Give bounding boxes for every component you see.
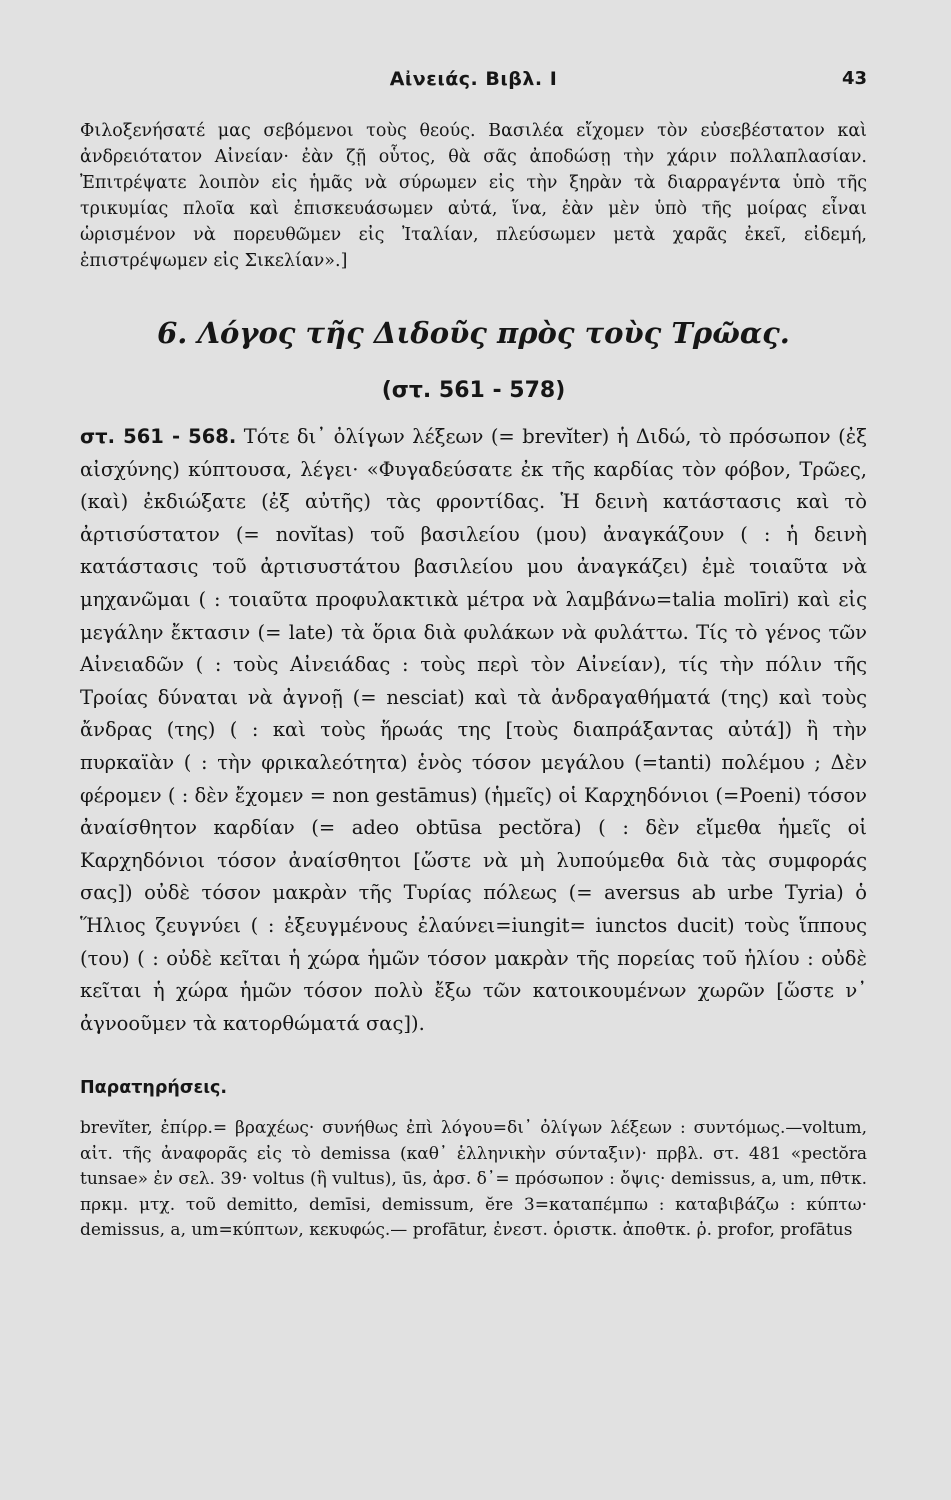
page-header xyxy=(80,64,867,108)
commentary-paragraph xyxy=(80,421,867,1040)
notes-paragraph: brevĭter, ἐπίρρ.= βραχέως· συνήθως ἐπὶ λόγου=δι᾽ ὀλίγων λέξεων : συντόμως.—voltum, αἰτ. τῆς ἀναφορᾶς εἰς τὸ demissa (καθ᾽ ἑλληνικὴν σύνταξιν)· πρβλ. στ. 481 «pectŏra tunsae» ἐν σελ. 39· voltus (ἢ vultus), ūs, ἀρσ. δ᾽= πρόσωπον : ὄψις· demissus, a, um, πθτκ. πρκμ. μτχ. τοῦ demitto, demīsi, demissum, ĕre 3=καταπέμπω : καταβιβάζω : κύπτω· demissus, a, um=κύπτων, κεκυφώς.— profātur, ἐνεστ. ὁριστκ. ἀποθτκ. ῥ. profor, profātus xyxy=(80,1118,867,1241)
running-title: Αἰνειάς. Βιβλ. I xyxy=(389,68,558,90)
section-title: 6. Λόγος τῆς Διδοῦς πρὸς τοὺς Τρῶας. xyxy=(157,316,790,350)
section-range: (στ. 561 - 578) xyxy=(381,378,566,403)
page-number: 43 xyxy=(841,68,867,89)
commentary-text: Τότε δι᾽ ὀλίγων λέξεων (= brevĭter) ἡ Διδώ, τὸ πρόσωπον (ἐξ αἰσχύνης) κύπτουσα, λέγει· «Φυγαδεύσατε ἐκ τῆς καρδίας τὸν φόβον, Τρῶες, (καὶ) ἐκδιώξατε (ἐξ αὐτῆς) τὰς φροντίδας. Ἡ δεινὴ κατάστασις καὶ τὸ ἀρτισύστατον (= novĭtas) τοῦ βασιλείου (μου) ἀναγκάζουν ( : ἡ δεινὴ κατάστασις τοῦ ἀρτισυστάτου βασιλείου μου ἀναγκάζει) ἐμὲ τοιαῦτα νὰ μηχανῶμαι ( : τοιαῦτα προφυλακτικὰ μέτρα νὰ λαμβάνω=talia molīri) καὶ εἰς μεγάλην ἔκτασιν (= late) τὰ ὅρια διὰ φυλάκων νὰ φυλάττω. Τίς τὸ γένος τῶν Αἰνειαδῶν ( : τοὺς Αἰνειάδας : τοὺς περὶ τὸν Αἰνείαν), τίς τὴν πόλιν τῆς Τροίας δύναται νὰ ἀγνοῇ (= nesciat) καὶ τὰ ἀνδραγαθήματά (της) καὶ τοὺς ἄνδρας (της) ( : καὶ τοὺς ἥρωάς της [τοὺς διαπράξαντας αὐτά]) ἢ τὴν πυρκαϊὰν ( : τὴν φρικαλεότητα) ἑνὸς τόσον μεγάλου (=tanti) πολέμου ; Δὲν φέρομεν ( : δὲν ἔχομεν = non gestāmus) (ἡμεῖς) οἱ Καρχηδόνιοι (=Poeni) τόσον ἀναίσθητον καρδίαν (= adeo obtūsa pectŏra) ( : δὲν εἴμεθα ἡμεῖς οἱ Καρχηδόνιοι τόσον ἀναίσθητοι [ὥστε νὰ μὴ λυπούμεθα διὰ τὰς συμφοράς σας]) οὐδὲ τόσον μακρὰν τῆς Τυρίας πόλεως (= aversus ab urbe Tyria) ὁ Ἥλιος ζευγνύει ( : ἐξευγμένους ἐλαύνει=iungit= iunctos ducit) τοὺς ἵππους (του) ( : οὐδὲ κεῖται ἡ χώρα ἡμῶν τόσον μακρὰν τῆς πορείας τοῦ ἡλίου : οὐδὲ κεῖται ἡ χώρα ἡμῶν τόσον πολὺ ἔξω τῶν κατοικουμένων χωρῶν [ὥστε ν᾽ ἀγνοοῦμεν τὰ κατορθώματά σας]). xyxy=(80,425,867,1035)
notes-heading: Παρατηρήσεις. xyxy=(80,1078,228,1099)
intro-paragraph: Φιλοξενήσατέ μας σεβόμενοι τοὺς θεούς. Βασιλέα εἴχομεν τὸν εὐσεβέστατον καὶ ἀνδρειότατον Αἰνείαν· ἐὰν ζῇ οὗτος, θὰ σᾶς ἀποδώσῃ τὴν χάριν πολλαπλασίαν. Ἐπιτρέψατε λοιπὸν εἰς ἡμᾶς νὰ σύρωμεν εἰς τὴν ξηρὰν τὰ διαρραγέντα ὑπὸ τῆς τρικυμίας πλοῖα καὶ ἐπισκευάσωμεν αὐτά, ἵνα, ἐὰν μὲν ὑπὸ τῆς μοίρας εἶναι ὡρισμένον νὰ πορευθῶμεν εἰς Ἰταλίαν, πλεύσωμεν μετὰ χαρᾶς ἐκεῖ, εἰδεμή, ἐπιστρέψωμεν εἰς Σικελίαν».] xyxy=(80,121,867,271)
commentary-lead: στ. 561 - 568. xyxy=(80,425,237,448)
